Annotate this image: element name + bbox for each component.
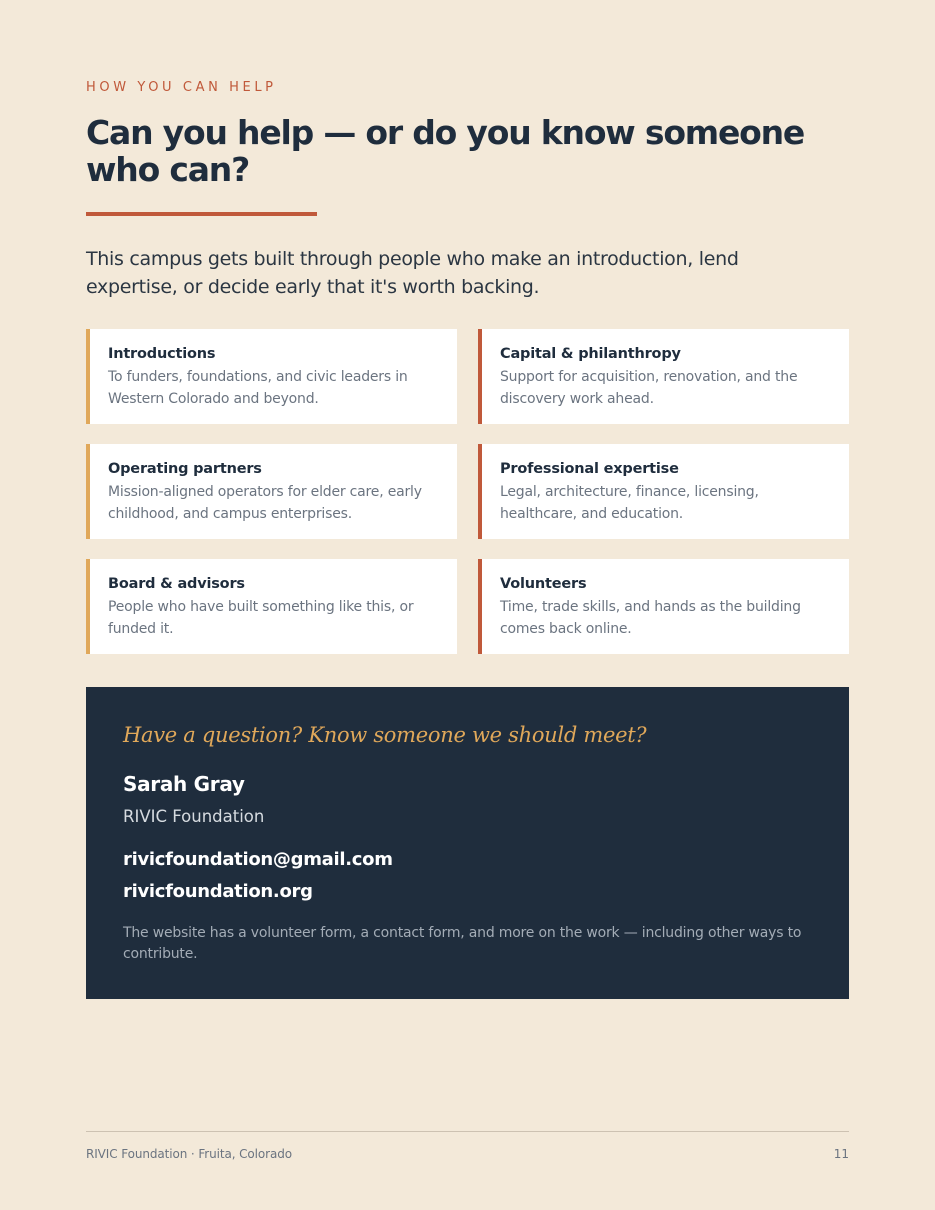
card-title: Professional expertise — [500, 461, 679, 477]
contact-question: Have a question? Know someone we should meet? — [123, 723, 647, 747]
card-introductions — [86, 329, 457, 424]
contact-name: Sarah Gray — [123, 772, 245, 796]
contact-panel — [86, 687, 849, 999]
page-number: 11 — [833, 1147, 849, 1161]
page-title: Can you help — or do you know someone who can? — [86, 113, 805, 189]
card-description: Mission-aligned operators for elder care, early childhood, and campus enterprises. — [108, 484, 422, 522]
card-description: Time, trade skills, and hands as the building comes back online. — [500, 599, 801, 637]
card-professional-expertise — [478, 444, 849, 539]
title-underline — [86, 212, 317, 216]
page — [86, 0, 849, 1210]
section-eyebrow: HOW YOU CAN HELP — [86, 80, 277, 95]
card-volunteers — [478, 559, 849, 654]
card-title: Capital & philanthropy — [500, 346, 681, 362]
card-board-advisors — [86, 559, 457, 654]
contact-note: The website has a volunteer form, a contact form, and more on the work — including other ways to contribute. — [123, 925, 802, 962]
contact-website-link[interactable]: rivicfoundation.org — [123, 881, 313, 902]
card-title: Board & advisors — [108, 576, 245, 592]
footer-organization: RIVIC Foundation · Fruita, Colorado — [86, 1147, 292, 1161]
card-description: To funders, foundations, and civic leaders in Western Colorado and beyond. — [108, 369, 408, 407]
card-description: Support for acquisition, renovation, and the discovery work ahead. — [500, 369, 798, 407]
card-description: People who have built something like this, or funded it. — [108, 599, 414, 637]
footer-divider — [86, 1131, 849, 1132]
card-capital-philanthropy — [478, 329, 849, 424]
card-title: Operating partners — [108, 461, 262, 477]
card-description: Legal, architecture, finance, licensing, healthcare, and education. — [500, 484, 759, 522]
card-operating-partners — [86, 444, 457, 539]
intro-paragraph: This campus gets built through people who make an introduction, lend expertise, or decide early that it's worth backing. — [86, 248, 739, 298]
help-cards-grid — [86, 329, 849, 654]
contact-organization: RIVIC Foundation — [123, 807, 265, 826]
contact-email-link[interactable]: rivicfoundation@gmail.com — [123, 849, 393, 870]
card-title: Introductions — [108, 346, 216, 362]
card-title: Volunteers — [500, 576, 587, 592]
